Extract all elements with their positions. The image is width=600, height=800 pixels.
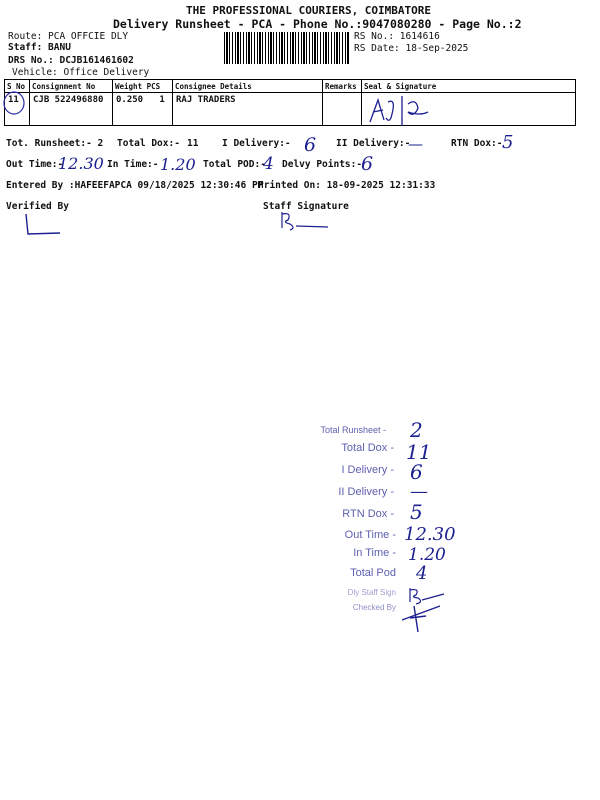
delvy-points-value: 6 bbox=[361, 153, 374, 175]
ii-delivery-value: — bbox=[408, 135, 423, 153]
cell-sno: 11 bbox=[5, 93, 30, 126]
col-weight-pcs: Weight PCS bbox=[113, 80, 173, 93]
stamp-label-ii-delivery: II Delivery - bbox=[338, 486, 394, 498]
out-time-label: Out Time:- bbox=[6, 159, 64, 170]
col-consignee: Consignee Details bbox=[173, 80, 323, 93]
stamp-label-i-delivery: I Delivery - bbox=[341, 464, 394, 476]
stamp-label-total-runsheet: Total Runsheet - bbox=[320, 425, 386, 435]
total-pod-label: Total POD:- bbox=[203, 159, 266, 170]
rtn-dox-label: RTN Dox:- bbox=[451, 138, 503, 149]
staff-signature bbox=[278, 210, 332, 232]
staff-signature-label: Staff Signature bbox=[263, 201, 349, 212]
stamp-label-dly-staff-sign: Dly Staff Sign bbox=[347, 588, 396, 597]
stamp-value-rtn-dox: 5 bbox=[410, 500, 423, 524]
entered-by: Entered By :HAFEEFAPCA 09/18/2025 12:30:46 PM bbox=[6, 180, 264, 191]
stamp-label-out-time: Out Time - bbox=[344, 529, 396, 541]
weight-value: 0.250 bbox=[116, 95, 144, 105]
verified-by-label: Verified By bbox=[6, 201, 69, 212]
stamp-value-total-pod: 4 bbox=[416, 563, 428, 584]
table-row bbox=[5, 93, 576, 126]
stamp-value-i-delivery: 6 bbox=[410, 460, 423, 484]
total-pod-value: 4 bbox=[263, 154, 274, 174]
i-delivery-label: I Delivery:- bbox=[222, 138, 291, 149]
staff-label: Staff: BANU bbox=[8, 42, 71, 53]
stamp-value-total-dox: 11 bbox=[406, 440, 432, 464]
cell-weight-pcs bbox=[113, 93, 173, 126]
in-time-label: In Time:- bbox=[107, 159, 159, 170]
cell-remarks bbox=[323, 93, 362, 126]
tot-runsheet: Tot. Runsheet:- 2 bbox=[6, 138, 104, 149]
runsheet-subtitle: Delivery Runsheet - PCA - Phone No.:9047080280 - Page No.:2 bbox=[113, 17, 522, 31]
i-delivery-value: 6 bbox=[304, 134, 317, 156]
route-label: Route: PCA OFFCIE DLY bbox=[8, 31, 129, 42]
out-time-value: 12.30 bbox=[58, 154, 104, 173]
drs-number: DRS No.: DCJB161461602 bbox=[8, 55, 134, 66]
in-time-value: 1.20 bbox=[160, 155, 196, 174]
rs-date: RS Date: 18-Sep-2025 bbox=[354, 43, 469, 54]
stamp-label-total-pod: Total Pod bbox=[350, 567, 396, 579]
consignee-signature bbox=[366, 94, 446, 128]
sno-circle-mark bbox=[2, 90, 28, 116]
vehicle-label: Vehicle: Office Delivery bbox=[12, 67, 150, 78]
stamp-label-rtn-dox: RTN Dox - bbox=[342, 508, 394, 520]
barcode bbox=[224, 32, 350, 64]
stamp-value-ii-delivery: — bbox=[410, 481, 428, 502]
col-sno: S No bbox=[5, 80, 30, 93]
printed-on: Printed On: 18-09-2025 12:31:33 bbox=[258, 180, 436, 191]
rtn-dox-value: 5 bbox=[502, 132, 514, 153]
delvy-points-label: Delvy Points:- bbox=[282, 159, 363, 170]
total-dox-value: 11 bbox=[187, 138, 199, 149]
col-seal-signature: Seal & Signature bbox=[362, 80, 576, 93]
cell-consignee: RAJ TRADERS bbox=[173, 93, 323, 126]
rs-number: RS No.: 1614616 bbox=[354, 31, 440, 42]
col-remarks: Remarks bbox=[323, 80, 362, 93]
ii-delivery-label: II Delivery:- bbox=[336, 138, 411, 149]
verified-signature bbox=[22, 212, 64, 236]
stamp-value-total-runsheet: 2 bbox=[410, 418, 423, 442]
stamp-label-in-time: In Time - bbox=[353, 547, 396, 559]
stamp-value-in-time: 1.20 bbox=[408, 545, 446, 565]
pcs-value: 1 bbox=[159, 95, 165, 105]
stamp-value-out-time: 12.30 bbox=[404, 524, 456, 545]
consignment-table bbox=[4, 79, 576, 126]
cell-consignment: CJB 522496880 bbox=[30, 93, 113, 126]
stamp-label-checked-by: Checked By bbox=[352, 603, 396, 612]
col-consignment: Consignment No bbox=[30, 80, 113, 93]
total-dox-label: Total Dox:- bbox=[117, 138, 180, 149]
company-name: THE PROFESSIONAL COURIERS, COIMBATORE bbox=[186, 4, 432, 17]
stamp-checked-by-signature bbox=[396, 600, 444, 636]
stamp-label-total-dox: Total Dox - bbox=[341, 442, 394, 454]
